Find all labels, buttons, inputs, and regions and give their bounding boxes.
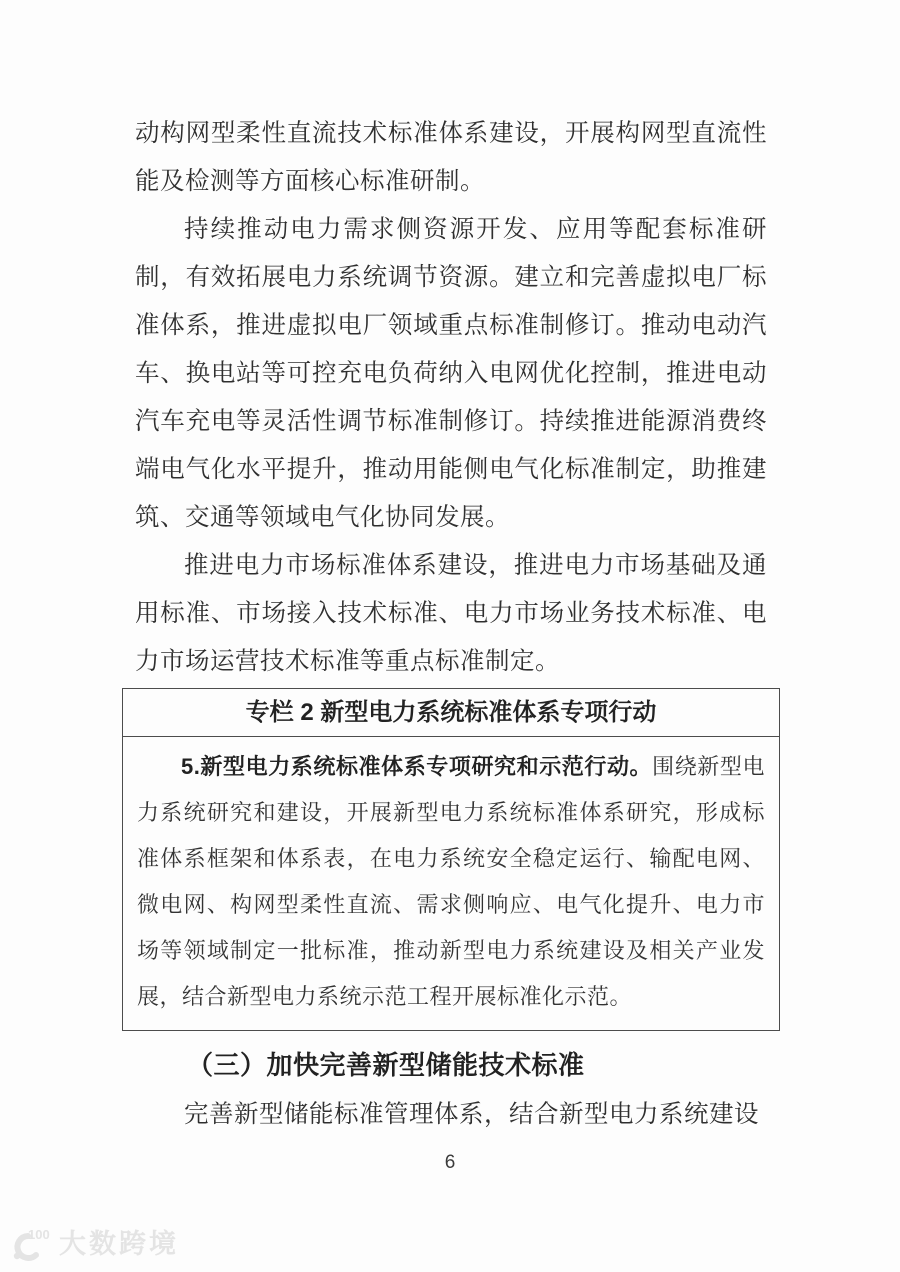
closing-paragraph: 完善新型储能标准管理体系，结合新型电力系统建设 <box>184 1101 759 1128</box>
callout-box <box>122 688 780 1031</box>
callout-lead-bold: 5.新型电力系统标准体系专项研究和示范行动。 <box>181 754 653 779</box>
watermark-logo-icon <box>8 1224 54 1264</box>
watermark <box>8 1224 179 1264</box>
watermark-logo-100-text: 100 <box>28 1227 50 1242</box>
paragraph-demand-side: 持续推动电力需求侧资源开发、应用等配套标准研制，有效拓展电力系统调节资源。建立和完善虚拟电厂标准体系，推进虚拟电厂领域重点标准制修订。推动电动汽车、换电站等可控充电负荷纳入电网优化控制，推进电动汽车充电等灵活性调节标准制修订。持续推进能源消费终端电气化水平提升，推动用能侧电气化标准制定，助推建筑、交通等领域电气化协同发展。 <box>135 216 767 531</box>
callout-box-title: 专栏 2 新型电力系统标准体系专项行动 <box>123 689 779 737</box>
paragraph-power-market: 推进电力市场标准体系建设，推进电力市场基础及通用标准、市场接入技术标准、电力市场业务技术标准、电力市场运营技术标准等重点标准制定。 <box>135 552 767 675</box>
page-content <box>135 110 767 1139</box>
callout-box-body <box>123 737 779 1030</box>
watermark-text: 大数跨境 <box>59 1229 179 1259</box>
callout-body-text: 围绕新型电力系统研究和建设，开展新型电力系统标准体系研究，形成标准体系框架和体系表，在电力系统安全稳定运行、输配电网、微电网、构网型柔性直流、需求侧响应、电气化提升、电力市场等领域制定一批标准，推动新型电力系统建设及相关产业发展，结合新型电力系统示范工程开展标准化示范。 <box>137 754 765 1009</box>
page-number: 6 <box>444 1152 456 1173</box>
paragraph-continuation: 动构网型柔性直流技术标准体系建设，开展构网型直流性能及检测等方面核心标准研制。 <box>135 120 767 195</box>
section-heading: （三）加快完善新型储能技术标准 <box>187 1050 585 1080</box>
